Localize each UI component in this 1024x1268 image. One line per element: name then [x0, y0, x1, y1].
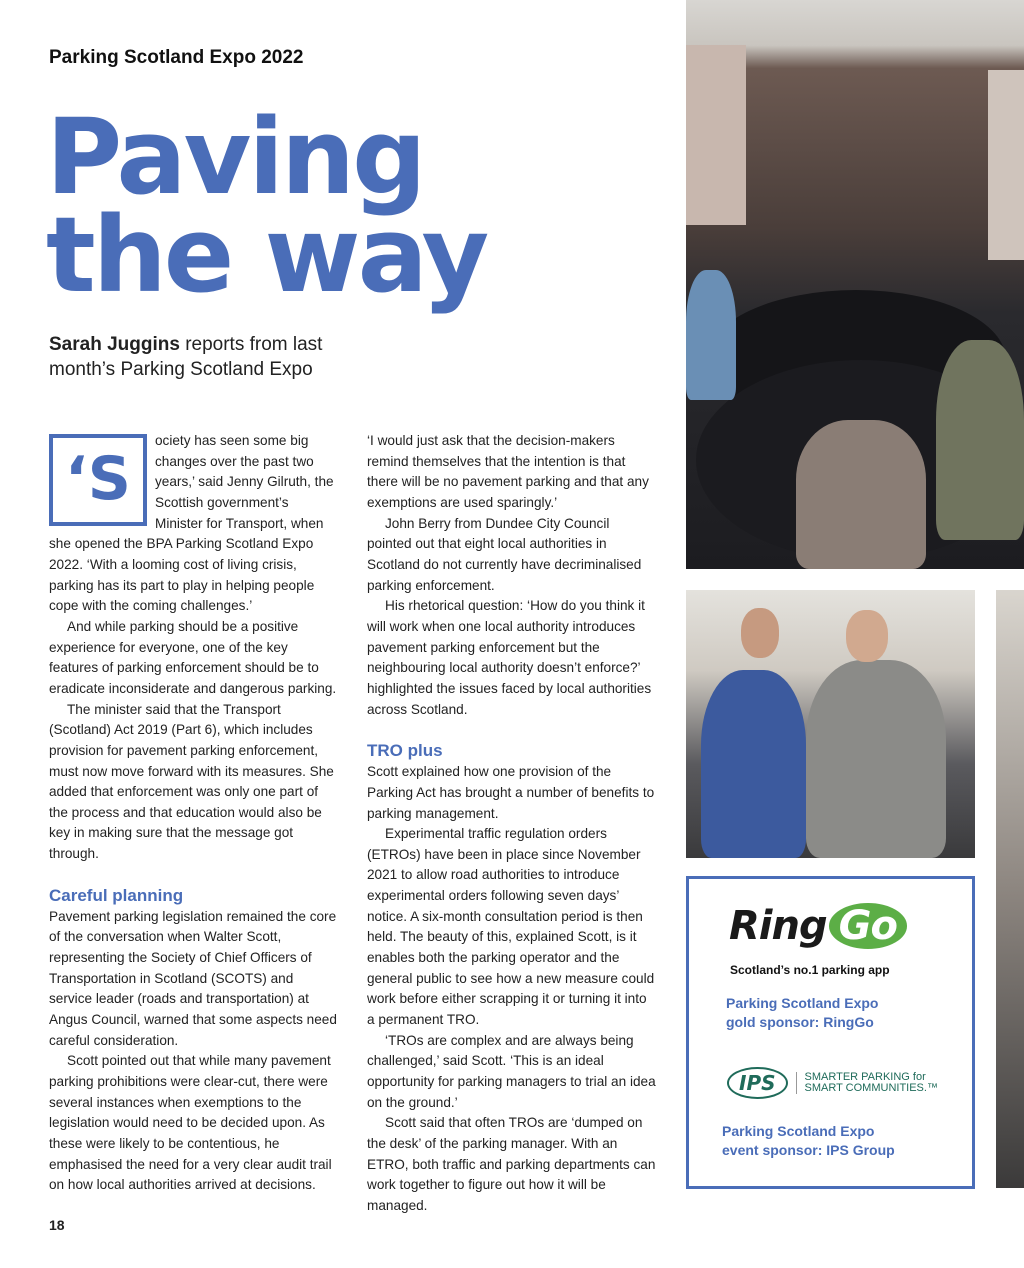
paragraph: Scott said that often TROs are ‘dumped on the desk’ of the parking manager. With an ETRO, both traffic and parking departments can work together to figure out how it will be managed. [367, 1115, 656, 1213]
event-sponsor-caption: Parking Scotland Expo event sponsor: IPS Group [722, 1123, 895, 1158]
drop-cap: ‘S [49, 434, 147, 526]
paragraph: John Berry from Dundee City Council pointed out that eight local authorities in Scotland do not currently have decriminalised parking enforcement. [367, 515, 642, 593]
ips-group-logo: IPS SMARTER PARKING for SMART COMMUNITIES.™ [727, 1067, 938, 1099]
standfirst [49, 332, 389, 382]
author-name: Sarah Juggins [49, 334, 180, 355]
headline [46, 96, 487, 316]
standfirst-text: reports from last month’s Parking Scotland Expo [49, 334, 323, 380]
paragraph: Pavement parking legislation remained the core of the conversation when Walter Scott, representing the Society of Chief Officers of Transportation in Scotland (SCOTS) and service leader (roads and transportation) at Angus Council, warned that some aspects need careful consideration. [49, 908, 337, 1048]
subheading: Careful planning [49, 885, 184, 905]
ringgo-tagline: Scotland’s no.1 parking app [730, 963, 890, 977]
ips-slogan: SMARTER PARKING for SMART COMMUNITIES.™ [796, 1072, 938, 1094]
section-kicker: Parking Scotland Expo 2022 [49, 47, 304, 68]
paragraph: ociety has seen some big changes over the past two years,’ said Jenny Gilruth, the Scottish government’s Minister for Transport, when she opened the BPA Parking Scotland Expo 2022. ‘With a looming cost of living crisis, parking has its part to play in helping people cope with the coming challenges.’ [49, 433, 334, 614]
attendees-photo [686, 590, 975, 858]
article-column-2 [367, 431, 657, 1217]
headline-line-2: the way [46, 194, 487, 316]
paragraph: Experimental traffic regulation orders (ETROs) have been in place since November 2021 to allow road authorities to introduce experimental orders following seven days’ notice. A six-month consultation period is then held. The beauty of this, explained Scott, is it enables both the parking operator and the general public to see how a new measure could work before either scrapping it or turning it into a permanent TRO. [367, 826, 655, 1028]
cropped-photo [996, 590, 1024, 1188]
subheading: TRO plus [367, 741, 443, 761]
gold-sponsor-caption: Parking Scotland Expo gold sponsor: RingGo [726, 995, 879, 1030]
conference-room-photo [686, 0, 1024, 569]
paragraph: ‘I would just ask that the decision-makers remind themselves that the intention is that there will be no pavement parking and that any exemptions are used sparingly.’ [367, 433, 649, 510]
paragraph: ‘TROs are complex and are always being challenged,’ said Scott. ‘This is an ideal opportunity for parking managers to trial an idea on the ground.’ [367, 1032, 656, 1110]
page-number: 18 [49, 1217, 65, 1233]
paragraph: His rhetorical question: ‘How do you think it will work when one local authority introduces pavement parking enforcement but the neighbouring local authority doesn’t enforce?’ highlighted the issues faced by local authorities across Scotland. [367, 598, 652, 717]
sponsor-box [686, 876, 975, 1189]
paragraph: Scott explained how one provision of the Parking Act has brought a number of benefits to parking management. [367, 764, 655, 821]
paragraph: And while parking should be a positive experience for everyone, one of the key features of parking enforcement should be to eradicate inconsiderate and dangerous parking. [49, 618, 337, 696]
paragraph: The minister said that the Transport (Scotland) Act 2019 (Part 6), which includes provision for pavement parking enforcement, must now move forward with its measures. She added that enforcement was only one part of the process and that education would also be key in making sure that the message got through. [49, 701, 334, 862]
ringgo-logo: Ring Go [729, 903, 907, 949]
paragraph: Scott pointed out that while many pavement parking prohibitions were clear-cut, there were several instances when exemptions to the legislation would need to be decided upon. As these were likely to be contentious, he emphasised the need for a very clear audit trail on how local authorities arrived at decisions. [49, 1053, 332, 1193]
headline-line-1: Paving [46, 96, 424, 218]
article-column-1 [49, 431, 339, 1196]
